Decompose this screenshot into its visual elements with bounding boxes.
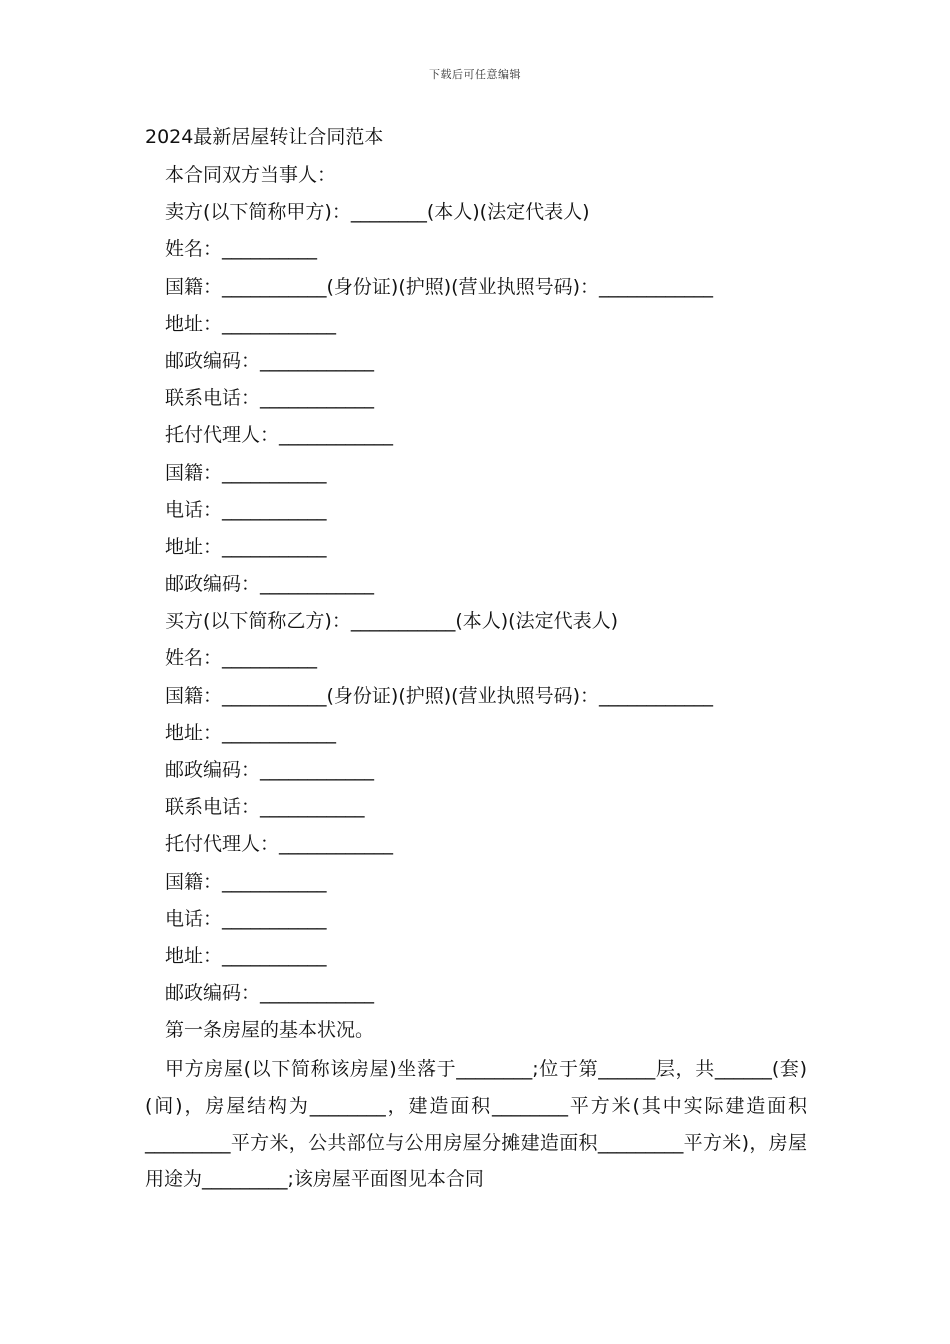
- article-one-heading: 第一条房屋的基本状况。: [165, 1019, 375, 1042]
- seller-nationality-line: 国籍：___________(身份证)(护照)(营业执照号码)：____________: [165, 275, 713, 298]
- buyer-agent-line: 托付代理人：____________: [165, 833, 394, 856]
- seller-line: 卖方(以下简称甲方)：________(本人)(法定代表人): [165, 201, 590, 224]
- buyer-agent-nationality-line: 国籍：___________: [165, 870, 327, 893]
- document-title: 2024最新居屋转让合同范本: [145, 126, 384, 148]
- party-info-list: [165, 160, 815, 1053]
- buyer-agent-postcode-line: 邮政编码：____________: [165, 982, 375, 1005]
- seller-agent-address-line: 地址：___________: [165, 535, 327, 558]
- seller-postcode-line: 邮政编码：____________: [165, 349, 375, 372]
- header-note: 下载后可任意编辑: [429, 68, 521, 81]
- buyer-postcode-line: 邮政编码：____________: [165, 759, 375, 781]
- seller-address-line: 地址：____________: [165, 312, 337, 335]
- seller-phone-line: 联系电话：____________: [165, 387, 375, 410]
- buyer-name-line: 姓名：__________: [165, 647, 318, 670]
- intro-line: 本合同双方当事人：: [165, 164, 337, 186]
- article-one-paragraph: 甲方房屋(以下简称该房屋)坐落于________;位于第______层，共______(套)(间)，房屋结构为________，建造面积________平方米(其中实际建造面积_________平方米，公共部位与公用房屋分摊建造面积_________平方米)，房屋用途为_________;该房屋平面图见本合同: [145, 1058, 807, 1191]
- buyer-line: 买方(以下简称乙方)：___________(本人)(法定代表人): [165, 610, 618, 633]
- buyer-agent-phone-line: 电话：___________: [165, 907, 327, 930]
- seller-agent-nationality-line: 国籍：___________: [165, 461, 327, 484]
- seller-name-line: 姓名：__________: [165, 238, 318, 261]
- buyer-nationality-line: 国籍：___________(身份证)(护照)(营业执照号码)：____________: [165, 684, 713, 707]
- buyer-phone-line: 联系电话：___________: [165, 796, 365, 819]
- buyer-agent-address-line: 地址：___________: [165, 944, 327, 967]
- seller-agent-postcode-line: 邮政编码：____________: [165, 573, 375, 596]
- seller-agent-phone-line: 电话：___________: [165, 498, 327, 521]
- buyer-address-line: 地址：____________: [165, 721, 337, 744]
- seller-agent-line: 托付代理人：____________: [165, 424, 394, 447]
